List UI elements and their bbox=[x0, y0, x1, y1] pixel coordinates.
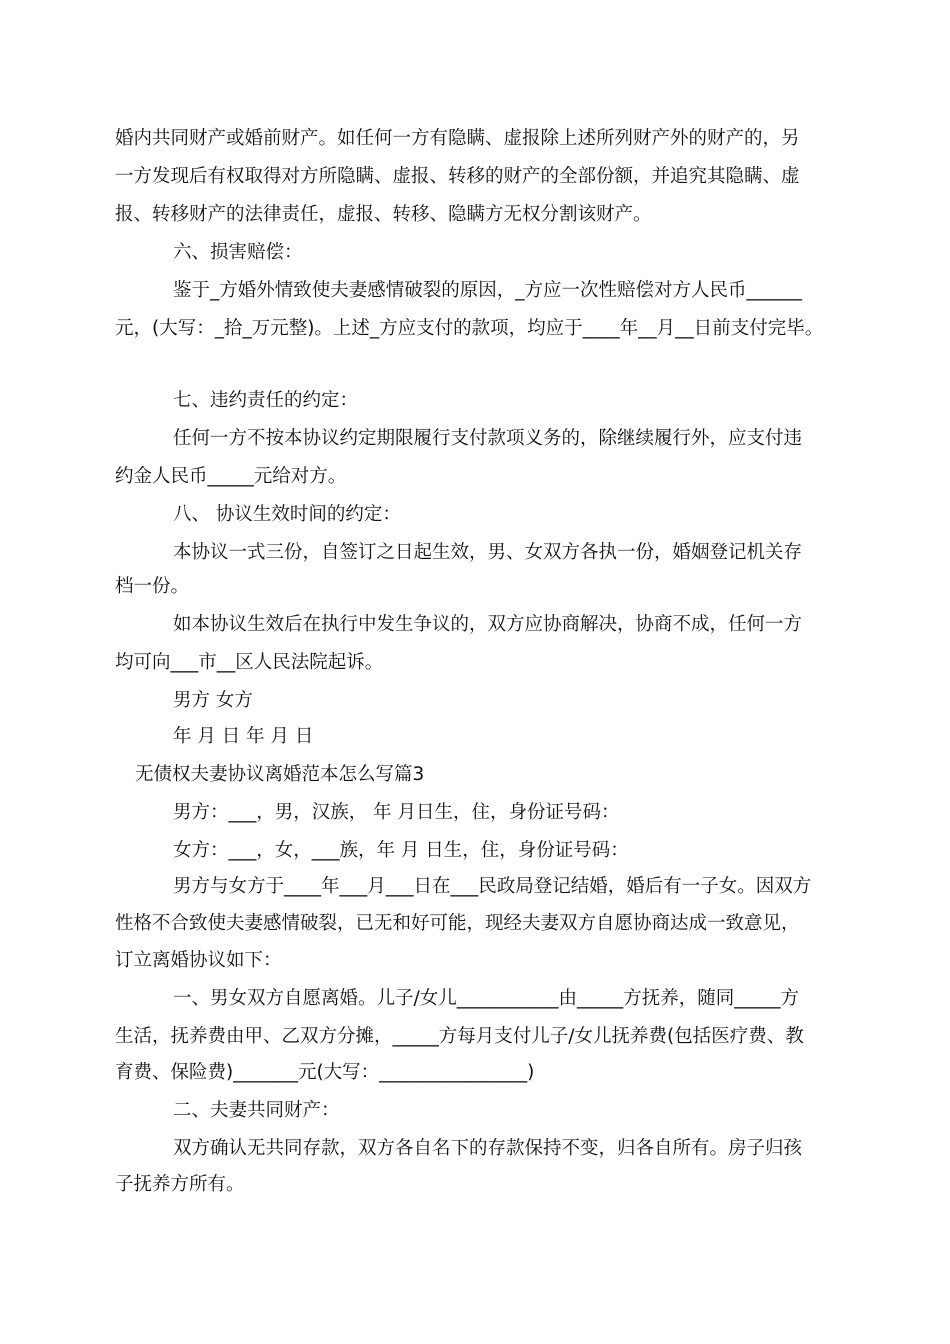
paragraph-line: 均可向___市__区人民法院起诉。 bbox=[115, 652, 384, 673]
signature-line: 男方 女方 bbox=[173, 690, 253, 711]
paragraph-line: 本协议一式三份，自签订之日起生效，男、女双方各执一份，婚姻登记机关存 bbox=[173, 542, 803, 563]
paragraph-line: 约金人民币_____元给对方。 bbox=[115, 466, 347, 487]
section-heading: 七、违约责任的约定： bbox=[173, 390, 359, 411]
paragraph-line: 子抚养方所有。 bbox=[115, 1174, 245, 1195]
party-info-line: 女方：___，女，___族，年 月 日生，住，身份证号码： bbox=[173, 840, 629, 861]
paragraph-line: 如本协议生效后在执行中发生争议的，双方应协商解决，协商不成，任何一方 bbox=[173, 614, 803, 635]
paragraph-line: 一方发现后有权取得对方所隐瞒、虚报、转移的财产的全部份额，并追究其隐瞒、虚 bbox=[115, 166, 800, 187]
paragraph-line: 双方确认无共同存款，双方各自名下的存款保持不变，归各自所有。房子归孩 bbox=[173, 1138, 803, 1159]
section-heading: 二、夫妻共同财产： bbox=[173, 1100, 340, 1121]
date-line: 年 月 日 年 月 日 bbox=[173, 726, 314, 747]
paragraph-line: 育费、保险费)_______元(大写：________________) bbox=[115, 1062, 535, 1083]
paragraph-line: 男方与女方于____年___月___日在___民政局登记结婚，婚后有一子女。因双方 bbox=[173, 876, 812, 897]
paragraph-line: 元，(大写：_拾_万元整)。上述_方应支付的款项，均应于____年__月__日前支付完毕。 bbox=[115, 318, 824, 339]
paragraph-line: 报、转移财产的法律责任，虚报、转移、隐瞒方无权分割该财产。 bbox=[115, 204, 652, 225]
paragraph-line: 婚内共同财产或婚前财产。如任何一方有隐瞒、虚报除上述所列财产外的财产的，另 bbox=[115, 128, 800, 149]
document-title: 无债权夫妻协议离婚范本怎么写篇3 bbox=[135, 764, 425, 785]
paragraph-line: 任何一方不按本协议约定期限履行支付款项义务的，除继续履行外，应支付违 bbox=[173, 428, 803, 449]
section-heading: 六、损害赔偿： bbox=[173, 242, 303, 263]
party-info-line: 男方：___，男，汉族， 年 月日生，住，身份证号码： bbox=[173, 802, 620, 823]
paragraph-line: 一、男女双方自愿离婚。儿子/女儿___________由_____方抚养，随同_____方 bbox=[173, 988, 799, 1009]
paragraph-line: 鉴于_方婚外情致使夫妻感情破裂的原因，_方应一次性赔偿对方人民币______ bbox=[173, 280, 803, 301]
section-heading: 八、 协议生效时间的约定： bbox=[173, 504, 401, 525]
paragraph-line: 生活，抚养费由甲、乙双方分摊，_____方每月支付儿子/女儿抚养费(包括医疗费、教 bbox=[115, 1026, 804, 1047]
paragraph-line: 档一份。 bbox=[115, 576, 190, 597]
paragraph-line: 订立离婚协议如下： bbox=[115, 950, 282, 971]
paragraph-line: 性格不合致使夫妻感情破裂，已无和好可能，现经夫妻双方自愿协商达成一致意见， bbox=[115, 913, 800, 934]
